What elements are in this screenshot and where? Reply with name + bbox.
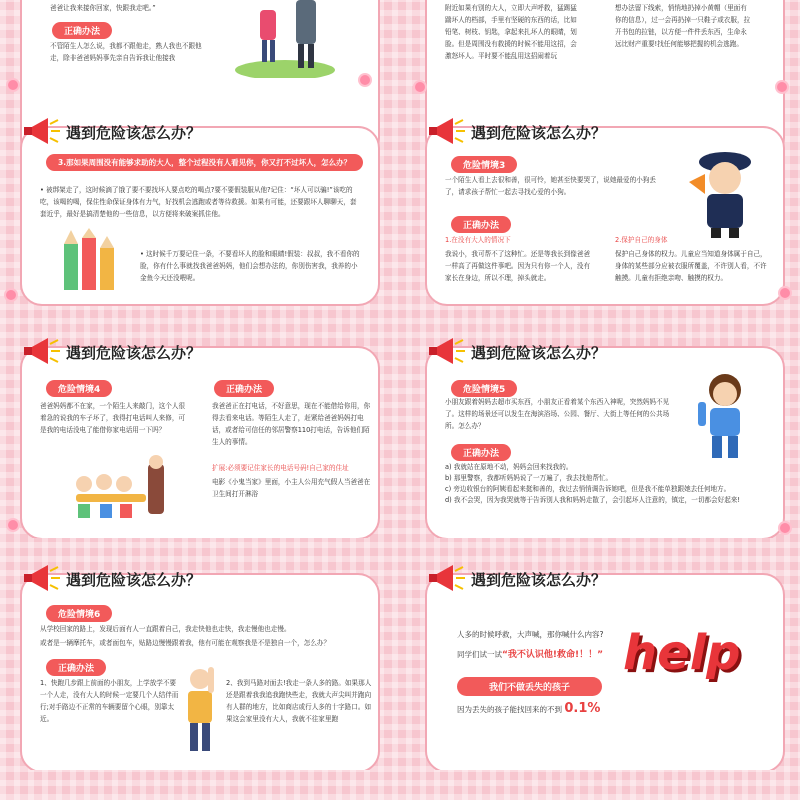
help-graphic: help — [623, 625, 741, 681]
flower-icon — [360, 75, 370, 85]
slide-5 — [0, 328, 395, 538]
megaphone-icon — [22, 563, 62, 593]
extension-text: 扩展:必须要记住家长的电话号码!自己家的住址 — [212, 464, 349, 472]
question-banner: 3.那如果周围没有能够求助的大人，整个过程没有人看见你，你又打不过坏人，怎么办？ — [46, 154, 363, 171]
pencils-illustration — [60, 228, 130, 294]
slide1-top-text: 爸爸让我来接你回家，快跟我走吧。” — [50, 4, 156, 12]
left-heading: 1.在没有大人的情况下 — [445, 236, 511, 244]
option-c: c) 旁边收银台的阿姨看起来挺和善的，我过去悄悄调告诉她吧，但是我不能单独跟她去任何地方。 — [445, 485, 731, 493]
slide2-left-text: 附近如果有别的大人，立即大声呼救，猛踢猛 踹坏人的档部，手里有坚硬的东西的话，比如 铅笔、树枝、钥匙，拿起来扎坏人的眼睛，划 脸。但是周围没有救援的时候不能用这招，会 激怒坏人。平时要不能乱用这招闹着玩 — [445, 4, 577, 60]
scenario-label: 危险情境3 — [451, 156, 517, 173]
right-text: 2、我到马路对面去!我走一条人多的路。如果那人还是跟着我我追我跑快些走，我就大声尖叫并跑向有人群的地方，比如商店或行人多的十字路口。如果这会家里没有大人，我就不往家里跑 — [226, 679, 372, 723]
statistic-text: 因为丢失的孩子能找回来的不到 0.1% — [457, 701, 601, 716]
option-a: a) 我就站在原地不动，妈妈会回来找我的。 — [445, 463, 573, 471]
movie-text: 电影《小鬼当家》里面，小主人公用充气假人当爸爸在卫生间打开淋浴 — [212, 478, 371, 498]
classroom-illustration — [60, 454, 170, 524]
megaphone-icon — [427, 563, 467, 593]
method-label: 正确办法 — [46, 659, 106, 676]
flower-icon — [780, 288, 790, 298]
scenario-text: 小朋友跟着妈妈去超市买东西，小朋友正看着某个东西入神呢，突然妈妈不见了。这样的场景还可以发生在海滨浴场、公园、餐厅、大街上等任何的公共场所。怎么办？ — [445, 398, 670, 430]
right-text: 保护自己身体的权力。儿童应当知道身体属于自己，身体的某些部分应被衣服所覆盖，不许别人看，不许触摸。儿童有拒绝亲吻、触摸的权力。 — [615, 250, 767, 282]
slide2-right-text: 想办法留下线索，悄悄地扔掉小黄帽（里面有 你的信息），过一会再扔掉一只鞋子或衣服，拉 开书包的拉链，以方便一件件丢东西，生命永 远比财产重要!找任何能够把握的机会逃跑。 — [615, 4, 751, 48]
left-text: 1、快跑几步跟上前面的小朋友，上学放学不要一个人走，没有大人的时候一定要几个人结伴而行;对手路边不正常的车辆要留个心眼，别靠太近。 — [40, 679, 179, 723]
family-illustration — [230, 0, 340, 78]
prompt-text: 人多的时候呼救，大声喊，那你喊什么内容? — [457, 630, 604, 639]
slide1-method-text: 不管陌生人怎么说，我都不跟他走，熟人我也不跟他走，除非爸爸妈妈事先亲自告诉我让他接我 — [50, 42, 202, 62]
option-d: d) 我不会哭，因为我哭就等于告诉别人我和妈妈走散了，会引起坏人注意的，镇定，一切都会好起来! — [445, 496, 741, 504]
try-text: 同学们试一试“我不认识他!救命!！！” — [457, 650, 604, 660]
scenario-text: 一个陌生人看上去很和善，很可怜，她甚至快要哭了，说她最爱的小狗丢了，请求孩子帮忙一起去寻找心爱的小狗。 — [445, 176, 656, 196]
boy-illustration — [690, 372, 760, 462]
scenario-text: 从学校回家的路上，发现后面有人一直跟着自己，我走快他也走快，我走慢他也走慢。 — [40, 625, 291, 633]
megaphone-icon — [427, 116, 467, 146]
slide-4 — [405, 108, 800, 308]
slide-7 — [0, 555, 395, 770]
megaphone-icon — [22, 116, 62, 146]
slide-3 — [0, 108, 395, 308]
option-b: b) 那里警察，我都听妈妈说了一万遍了，我去找他帮忙。 — [445, 474, 613, 482]
slide-title: 遇到危险该怎么办？ — [66, 344, 202, 362]
slide-8 — [405, 555, 800, 770]
scenario-label: 危险情境5 — [451, 380, 517, 397]
flower-icon — [8, 80, 18, 90]
option-list — [445, 462, 780, 506]
slide-6 — [405, 328, 800, 538]
method-text: 我爸爸正在打电话，不好意思，现在不能借给你用，你得去看来电话。等陌生人走了，赶紧给爸爸妈妈打电话，或者给可信任的邻居警察110打电话，告诉他们陌生人的事情。 — [212, 402, 371, 446]
slide-title: 遇到危险该怎么办？ — [471, 124, 607, 142]
scenario-label: 危险情境6 — [46, 605, 112, 622]
slide-title: 遇到危险该怎么办？ — [471, 344, 607, 362]
megaphone-icon — [22, 336, 62, 366]
scenario-text: 或者是一辆摩托车，或者面包车，贴路边慢慢跟着我，他有可能在观察我是不是独自一个，怎么办？ — [40, 639, 331, 647]
waving-kid-illustration — [178, 665, 222, 755]
bullet-text: • 这时候千万要记住一条，不要看坏人的脸和眼睛!假装：叔叔，我不看你的脸，你有什么事就找我爸爸妈妈，他们会想办法的，你别伤害我，我养的小金鱼今天还没喂呢。 — [140, 250, 360, 282]
right-heading: 2.保护自己的身体 — [615, 236, 668, 244]
flower-icon — [780, 523, 790, 533]
method-label: 正确办法 — [214, 380, 274, 397]
method-label: 正确办法 — [52, 22, 112, 39]
slide-title: 遇到危险该怎么办？ — [66, 571, 202, 589]
flower-icon — [415, 82, 425, 92]
flower-icon — [777, 82, 787, 92]
police-illustration — [675, 144, 765, 239]
flower-icon — [6, 290, 16, 300]
scenario-text: 爸爸妈妈都不在家，一个陌生人来敲门，这个人很着急的说我的车子坏了，我得打电话叫人来修，可是我的电话没电了能借你家电话用一下吗？ — [40, 402, 186, 434]
method-label: 正确办法 — [451, 444, 511, 461]
flower-icon — [8, 520, 18, 530]
slide-title: 遇到危险该怎么办？ — [66, 124, 202, 142]
method-label: 正确办法 — [451, 216, 511, 233]
banner: 我们不做丢失的孩子 — [457, 677, 602, 696]
slide-title: 遇到危险该怎么办？ — [471, 571, 607, 589]
bullet-text: • 被绑架走了，这时候滴了饿了要不要找坏人要点吃的喝点?要不要假装服从他?记住：“坏人可以骗!”该吃的吃，该喝的喝，保住性命保证身体有力气，好找机会逃跑或者等待救援。如果有可能，还要跟坏人聊聊天，套套近乎，最好是搞清楚他的一些信息，以方便将来破案抓住他。 — [40, 186, 357, 218]
megaphone-icon — [427, 336, 467, 366]
left-text: 我说小，我可帮不了这种忙。还是等我长到像爸爸一样高了再做这件事吧。因为只有你一个人，没有家长在身边，所以不理，掉头就走。 — [445, 250, 591, 282]
bottom-strip — [0, 770, 800, 800]
scenario-label: 危险情境4 — [46, 380, 112, 397]
